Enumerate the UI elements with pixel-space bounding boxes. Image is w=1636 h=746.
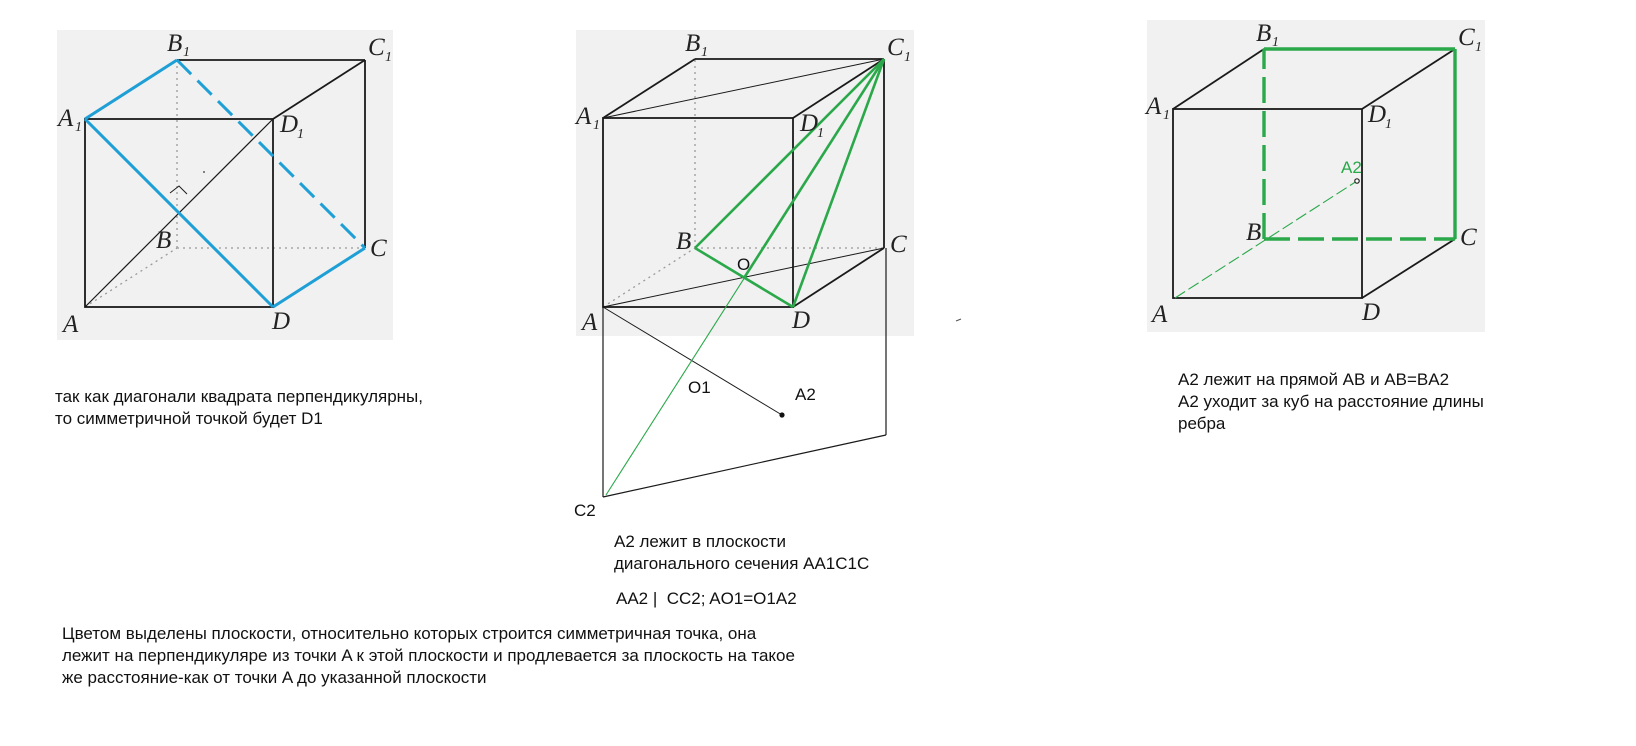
cube3-sub-A1: 1: [1163, 108, 1170, 123]
cube3-point-A2: [1355, 179, 1359, 183]
stray-mark: [956, 319, 961, 321]
cube1-edge-AB: [85, 248, 177, 307]
cube2-sub-A1: 1: [593, 118, 600, 133]
cube1-sub-B1: 1: [183, 45, 190, 60]
cube2-label-A: A: [582, 309, 598, 336]
cube2-sub-D1: 1: [817, 126, 824, 141]
cube2-sub-C1: 1: [904, 50, 911, 65]
cube2-green-DC1: [793, 59, 884, 307]
cube2-label-D1: D: [800, 110, 819, 137]
cube2-label-C: C: [890, 231, 907, 258]
cube2-label-D: D: [792, 307, 811, 334]
caption-left-line-1: так как диагонали квадрата перпендикулярны,: [55, 387, 423, 406]
cube1-label-D1: D: [280, 111, 299, 138]
caption-middle-line-2: диагонального сечения AA1C1C: [614, 554, 870, 573]
cube1-right-angle-mark: [170, 186, 187, 194]
cube2-edge-DC: [793, 248, 884, 307]
caption-middle: [614, 531, 869, 575]
cube2-green-BC1: [695, 59, 884, 248]
cube3-edge-A1B1: [1173, 49, 1264, 109]
cube2-line-C2-Cext: [603, 435, 886, 497]
cube2-edge-AB: [603, 248, 695, 307]
caption-right-line-2: A2 уходит за куб на расстояние длины: [1178, 392, 1484, 411]
cube2-label-O: O: [737, 255, 751, 274]
cube2-sub-B1: 1: [701, 45, 708, 60]
cube3-edge-DC: [1362, 239, 1455, 298]
cube2-label-C1: C: [887, 34, 904, 61]
cube1: [56, 30, 392, 338]
cube1-label-C1: C: [368, 34, 385, 61]
cube1-sub-A1: 1: [75, 120, 82, 135]
cube3-sub-D1: 1: [1385, 117, 1392, 132]
cube2-front-face: [603, 118, 793, 307]
cube1-label-A: A: [63, 311, 79, 338]
cube2: [574, 30, 911, 520]
caption-bottom-line-2: лежит на перпендикуляре из точки A к этой плоскости и продлевается за плоскость на такое: [62, 646, 795, 665]
cube2-label-A1: A: [576, 103, 592, 130]
cube3: [1144, 20, 1482, 328]
cube1-blue-B1C: [177, 60, 365, 248]
cube2-label-A2: A2: [795, 385, 816, 404]
caption-right-line-3: ребра: [1178, 414, 1226, 433]
cube3-label-A: A: [1152, 301, 1168, 328]
cube3-front-face: [1173, 109, 1362, 298]
cube3-edge-D1C1: [1362, 49, 1455, 109]
cube2-label-B: B: [676, 228, 692, 255]
cube1-label-B: B: [156, 227, 172, 254]
cube2-green-median: [744, 59, 884, 278]
cube2-diagonal-A1C1: [603, 59, 884, 118]
cube1-blue-A1B1: [85, 60, 177, 119]
cube1-label-D: D: [272, 308, 291, 335]
cube3-sub-B1: 1: [1272, 35, 1279, 50]
caption-right-line-1: A2 лежит на прямой AB и AB=BA2: [1178, 370, 1450, 389]
cube3-label-A2: A2: [1341, 158, 1362, 177]
caption-left: [55, 386, 423, 430]
caption-bottom-line-1: Цветом выделены плоскости, относительно которых строится симметричная точка, она: [62, 624, 757, 643]
cube1-label-C: C: [370, 235, 387, 262]
cube1-sub-D1: 1: [297, 127, 304, 142]
cube1-sub-C1: 1: [385, 50, 392, 65]
cube3-label-D: D: [1362, 299, 1381, 326]
caption-bottom: [62, 623, 795, 689]
cube2-label-C2: C2: [574, 501, 596, 520]
cube1-label-A1: A: [58, 105, 74, 132]
cube2-point-A2: [779, 412, 784, 417]
cube1-blue-DC: [273, 248, 365, 307]
caption-middle-line-1: A2 лежит в плоскости: [614, 532, 786, 551]
cube3-label-B1: B: [1256, 20, 1272, 47]
cube2-label-O1: O1: [688, 378, 711, 397]
cube2-edge-A1B1: [603, 59, 695, 118]
caption-middle-equation: AA2 | CC2; AO1=O1A2: [616, 589, 797, 608]
cube3-sub-C1: 1: [1475, 40, 1482, 55]
cube1-dot: [203, 171, 205, 173]
caption-right: [1178, 369, 1484, 435]
cube2-line-A-A2: [603, 307, 782, 415]
cube3-label-D1: D: [1368, 101, 1387, 128]
cube2-label-B1: B: [685, 30, 701, 57]
caption-bottom-line-3: же расстояние-как от точки A до указанной плоскости: [62, 668, 487, 687]
cube3-label-A1: A: [1146, 93, 1162, 120]
cube3-label-C1: C: [1458, 24, 1475, 51]
cube1-label-B1: B: [167, 30, 183, 57]
cube3-label-C: C: [1460, 224, 1477, 251]
caption-left-line-2: то симметричной точкой будет D1: [55, 409, 323, 428]
cube3-label-B: B: [1246, 219, 1262, 246]
